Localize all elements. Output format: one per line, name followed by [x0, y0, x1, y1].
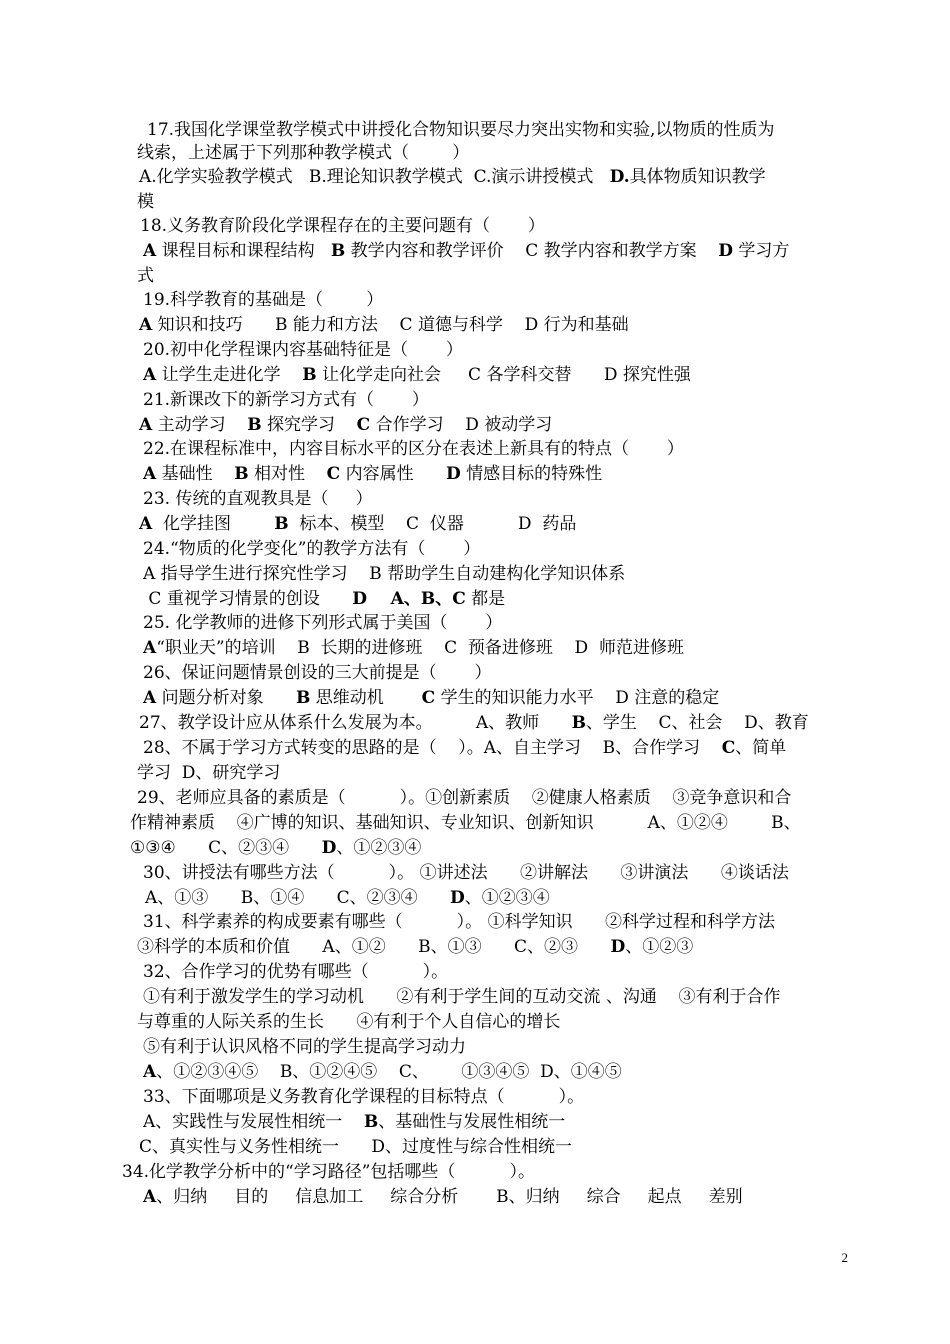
q21-options	[139, 413, 552, 437]
q34-option-a-label: A	[143, 1187, 157, 1207]
q23-option-b-label: B	[274, 514, 289, 534]
q21-option-b-text: 探究学习	[261, 415, 357, 435]
q26-option-a-text: 问题分析对象	[156, 688, 297, 708]
q22-option-c-label: C	[326, 464, 341, 484]
q18-option-d-label: D	[718, 241, 733, 261]
q26-stem	[143, 661, 491, 685]
q30-line-2	[145, 886, 550, 910]
q32-line-2	[143, 985, 780, 1009]
q28-line-1	[143, 736, 786, 760]
q32-options	[143, 1060, 622, 1084]
q17-option-d-text: 具体物质知识教学	[629, 167, 766, 187]
q24-options-line-2	[143, 587, 505, 611]
q22-option-a-label: A	[143, 464, 157, 484]
q29-line-2	[130, 811, 801, 835]
q32-stem	[143, 960, 448, 984]
q23-option-a-label: A	[139, 514, 153, 534]
q27-option-b-label: B	[571, 713, 586, 733]
q30-option-d-label: D	[450, 888, 465, 908]
q18-stem	[140, 214, 545, 238]
q22-option-b-label: B	[234, 464, 249, 484]
q33-option-a-text: A、实践性与发展性相统一	[143, 1112, 364, 1132]
q33-stem-text: 33、下面哪项是义务教育化学课程的目标特点（ ）。	[143, 1087, 585, 1107]
q18-option-bc-text: 教学内容和教学评价 C 教学内容和教学方案	[345, 241, 719, 261]
q21-stem-text: 21.新课改下的新学习方式有（ ）	[143, 390, 429, 410]
q18-option-a-text: 课程目标和课程结构	[156, 241, 331, 261]
q25-stem	[143, 611, 502, 635]
q32-option-a-label: A	[143, 1062, 157, 1082]
q31-line-2	[137, 935, 693, 959]
q25-options-text: “职业天”的培训 B 长期的进修班 C 预备进修班 D 师范进修班	[156, 638, 684, 658]
q33-option-b-text: 、基础性与发展性相统一	[378, 1112, 566, 1132]
q28-text: 28、不属于学习方式转变的思路的是（ ）。A、自主学习 B、合作学习	[143, 738, 722, 758]
q30-text: 30、讲授法有哪些方法（ ）。 ①讲述法 ②讲解法 ③讲演法 ④谈话法	[143, 863, 789, 883]
q19-option-a-label: A	[139, 315, 153, 335]
q34-options-text: 、归纳 目的 信息加工 综合分析 B、归纳 综合 起点 差别	[156, 1187, 743, 1207]
q20-option-b-label: B	[302, 365, 317, 385]
q25-option-a-label: A	[143, 638, 157, 658]
q23-options	[139, 512, 576, 536]
q33-stem	[143, 1085, 584, 1109]
q17-text: 线索，上述属于下列那种教学模式（ ）	[137, 143, 470, 163]
q27-options-text: 、学生 C、社会 D、教育	[585, 713, 809, 733]
q26-options-text: 学生的知识能力水平 D 注意的稳定	[435, 688, 720, 708]
q26-option-c-label: C	[421, 688, 436, 708]
q28-option-c-label: C	[721, 738, 736, 758]
q22-option-a-text: 基础性	[156, 464, 235, 484]
q20-option-a-label: A	[143, 365, 157, 385]
q24-option-d-label: D A、B、C	[352, 589, 466, 609]
q30-options-text: A、①③ B、①④ C、②③④	[145, 888, 451, 908]
q22-option-b-text: 相对性	[248, 464, 327, 484]
q20-options-text: 让化学走向社会 C 各学科交替 D 探究性强	[316, 365, 691, 385]
q28-option-c-text: 、简单	[735, 738, 787, 758]
q34-stem	[122, 1160, 535, 1184]
q20-stem	[143, 338, 463, 362]
q22-option-c-text: 内容属性	[340, 464, 446, 484]
q19-stem-text: 19.科学教育的基础是（ ）	[143, 290, 384, 310]
q19-stem	[143, 288, 383, 312]
q24-option-d-text: 都是	[465, 589, 506, 609]
q26-stem-text: 26、保证问题情景创设的三大前提是（ ）	[143, 663, 492, 683]
q31-options-text: ③科学的本质和价值 A、①② B、①③ C、②③	[137, 937, 611, 957]
q17-option-d-label: D.	[609, 167, 630, 187]
q29-text: 29、老师应具备的素质是（ ）。①创新素质 ②健康人格素质 ③竞争意识和合	[137, 788, 792, 808]
q25-options	[143, 636, 684, 660]
q18-options	[143, 239, 789, 263]
q28-text-continued: 学习 D、研究学习	[137, 763, 281, 783]
q31-text: 31、科学素养的构成要素有哪些（ ）。 ①科学知识 ②科学过程和科学方法	[143, 912, 775, 932]
q27-line	[139, 711, 809, 735]
q33-options-line-2	[139, 1135, 572, 1159]
q20-stem-text: 20.初中化学程课内容基础特征是（ ）	[143, 340, 463, 360]
q29-line-1	[137, 786, 791, 810]
q24-stem-text: 24.“物质的化学变化”的教学方法有（ ）	[143, 539, 481, 559]
q18-option-b-label: B	[330, 241, 346, 261]
q32-text: ⑤有利于认识风格不同的学生提高学习动力	[143, 1037, 466, 1057]
q30-line-1	[143, 861, 789, 885]
q29-option-d-text: 、①②③④	[336, 838, 422, 858]
q32-options-text: 、①②③④⑤ B、①②④⑤ C、 ①③④⑤ D、①④⑤	[156, 1062, 622, 1082]
q22-stem-text: 22.在课程标准中，内容目标水平的区分在表述上新具有的特点（ ）	[143, 439, 684, 459]
q25-stem-text: 25. 化学教师的进修下列形式属于美国（ ）	[143, 613, 503, 633]
q29-line-3	[130, 836, 421, 860]
q17-options	[139, 165, 766, 189]
q24-stem	[143, 537, 480, 561]
q22-option-d-label: D	[446, 464, 461, 484]
page-number: 2	[841, 1250, 848, 1265]
q17-options-continued	[137, 190, 154, 214]
q21-option-a-text: 主动学习	[152, 415, 248, 435]
q17-text: 17.我国化学课堂教学模式中讲授化合物知识要尽力突出实物和实验,以物质的性质为	[147, 120, 775, 140]
q28-line-2	[137, 761, 280, 785]
q18-option-a-label: A	[143, 241, 157, 261]
q21-stem	[143, 388, 429, 412]
q20-options	[143, 363, 691, 387]
q32-text: ①有利于激发学生的学习动机 ②有利于学生间的互动交流 、沟通 ③有利于合作	[143, 987, 781, 1007]
q34-stem-text: 34.化学教学分析中的“学习路径”包括哪些（ ）。	[122, 1162, 535, 1182]
q31-option-d-text: 、①②③	[625, 937, 694, 957]
q19-options	[139, 313, 629, 337]
q22-option-d-text: 情感目标的特殊性	[460, 464, 603, 484]
q17-options-text: A.化学实验教学模式 B.理论知识教学模式 C.演示讲授模式	[139, 167, 610, 187]
q18-option-d-text: 学习方	[733, 241, 790, 261]
q24-options-line-1	[143, 562, 625, 586]
q21-option-b-label: B	[247, 415, 262, 435]
q19-options-text: 知识和技巧 B 能力和方法 C 道德与科学 D 行为和基础	[152, 315, 629, 335]
q24-options-text: A 指导学生进行探究性学习 B 帮助学生自动建构化学知识体系	[143, 564, 626, 584]
q23-option-a-text: 化学挂图	[152, 514, 275, 534]
q20-option-a-text: 让学生走进化学	[156, 365, 303, 385]
q26-option-a-label: A	[143, 688, 157, 708]
q17-line-2	[137, 141, 469, 165]
q23-stem-text: 23. 传统的直观教具是（ ）	[143, 489, 373, 509]
q18-options-continued-text: 式	[137, 266, 154, 286]
q33-options-line-1	[143, 1110, 565, 1134]
q24-option-c-text: C 重视学习情景的创设	[143, 589, 353, 609]
q29-options-text: ①③④ C、②③④	[130, 838, 322, 858]
q26-option-b-label: B	[296, 688, 311, 708]
q32-line-4	[143, 1035, 466, 1059]
q32-stem-text: 32、合作学习的优势有哪些（ ）。	[143, 962, 449, 982]
q29-text: 作精神素质 ④广博的知识、基础知识、专业知识、创新知识 A、①②④ B、	[130, 813, 801, 833]
q31-line-1	[143, 910, 775, 934]
q23-options-text: 标本、模型 C 仪器 D 药品	[288, 514, 577, 534]
q18-options-continued	[137, 264, 154, 288]
q34-options	[143, 1185, 743, 1209]
q27-text: 27、教学设计应从体系什么发展为本。 A、教师	[139, 713, 572, 733]
q17-line-1	[147, 118, 774, 142]
q23-stem	[143, 487, 372, 511]
q32-line-3	[137, 1010, 560, 1034]
q29-option-d-label: D	[321, 838, 337, 858]
q33-options-text: C、真实性与义务性相统一 D、过度性与综合性相统一	[139, 1137, 573, 1157]
q33-option-b-label: B	[363, 1112, 379, 1132]
q22-options	[143, 462, 602, 486]
q18-stem-text: 18.义务教育阶段化学课程存在的主要问题有（ ）	[140, 216, 545, 236]
q26-options	[143, 686, 719, 710]
q17-options-continued-text: 模	[137, 192, 154, 212]
q26-option-b-text: 思维动机	[310, 688, 422, 708]
q21-options-text: 合作学习 D 被动学习	[370, 415, 553, 435]
q21-option-c-label: C	[356, 415, 371, 435]
q30-option-d-text: 、①②③④	[464, 888, 550, 908]
q31-option-d-label: D	[610, 937, 626, 957]
q21-option-a-label: A	[139, 415, 153, 435]
q32-text: 与尊重的人际关系的生长 ④有利于个人自信心的增长	[137, 1012, 561, 1032]
q22-stem	[143, 437, 684, 461]
